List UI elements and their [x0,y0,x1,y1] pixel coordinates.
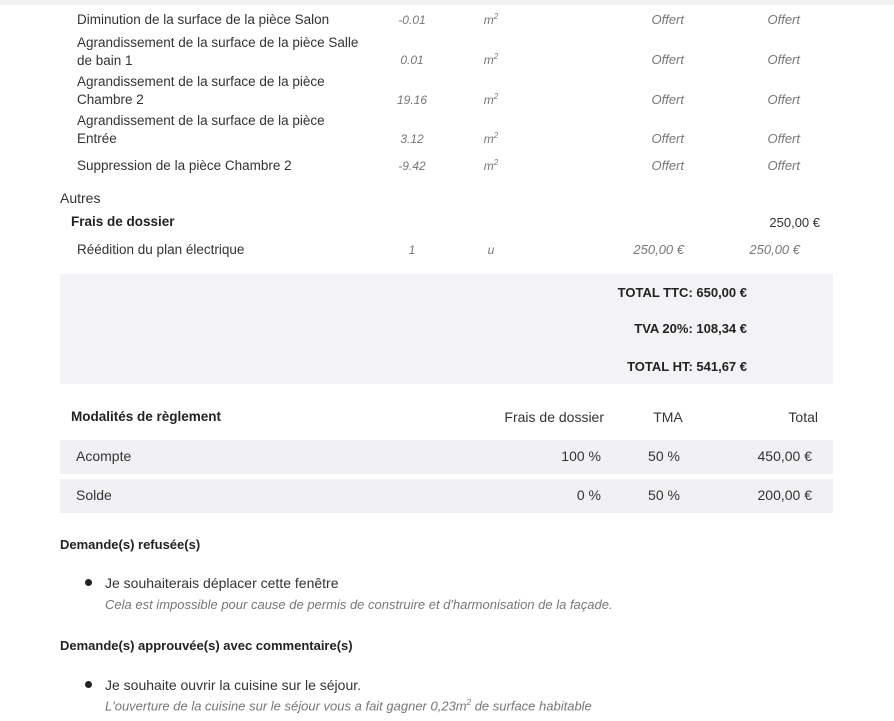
payment-row-fees: 100 % [561,448,601,464]
bullet-icon [85,681,92,688]
line-item-unit-price: Offert [651,131,684,146]
line-item-total: Offert [767,158,800,173]
refused-request-comment: Cela est impossible pour cause de permis de construire et d'harmonisation de la façade. [105,597,613,612]
line-item-unit-price: Offert [651,92,684,107]
line-item-total: Offert [767,131,800,146]
approved-request-text: Je souhaite ouvrir la cuisine sur le séjour. [105,677,362,693]
frais-dossier-total: 250,00 € [769,215,820,230]
total-ht: TOTAL HT: 541,67 € [627,359,747,374]
refused-requests-title: Demande(s) refusée(s) [60,537,201,552]
line-item-qty: 0.01 [400,53,424,67]
autre-item-total: 250,00 € [749,242,800,257]
line-item-label: Agrandissement de la surface de la pièce Chambre 2 [77,74,325,107]
payment-header-label: Modalités de règlement [71,409,222,424]
line-item-qty: 3.12 [400,132,424,146]
approved-requests-title: Demande(s) approuvée(s) avec commentaire(s) [60,638,353,653]
total-tva: TVA 20%: 108,34 € [634,321,747,336]
line-item-total: Offert [767,12,800,27]
line-item-total: Offert [767,92,800,107]
payment-header-fees: Frais de dossier [504,409,604,425]
line-item-total: Offert [767,52,800,67]
payment-header-total: Total [788,409,818,425]
refused-request-text: Je souhaiterais déplacer cette fenêtre [105,575,339,591]
totals-panel [60,274,833,384]
line-item-unit: $m^2$ [483,52,499,67]
payment-row-total: 450,00 € [757,448,812,464]
line-item-unit-price: Offert [651,158,684,173]
line-item-qty: -9.42 [398,159,426,173]
line-item-unit-price: Offert [651,52,684,67]
line-item-unit: $m^2$ [483,158,499,173]
line-item-label: Agrandissement de la surface de la pièce Salle de bain 1 [77,35,359,68]
payment-row-label: Solde [76,487,112,503]
autre-item-label: Réédition du plan électrique [77,242,245,257]
line-item-unit: $m^2$ [483,92,499,107]
line-item-unit-price: Offert [651,12,684,27]
line-item-qty: -0.01 [398,13,426,27]
approved-request-comment: L'ouverture de la cuisine sur le séjour vous a fait gagner $0,23m^2$ de surface habitable [105,698,592,714]
payment-row-tma: 50 % [648,448,680,464]
payment-row-label: Acompte [76,448,132,464]
line-item-unit: $m^2$ [483,12,499,27]
autres-heading: Autres [60,190,101,206]
bullet-icon [85,579,92,586]
payment-row [60,440,833,474]
payment-row-total: 200,00 € [757,487,812,503]
line-item-unit: $m^2$ [483,131,499,146]
frais-dossier-label: Frais de dossier [71,214,175,229]
payment-header-tma: TMA [653,409,683,425]
payment-row-fees: 0 % [576,487,601,503]
autre-item-qty: 1 [408,243,416,257]
autre-item-unit-price: 250,00 € [633,242,684,257]
line-item-label: Agrandissement de la surface de la pièce Entrée [77,113,325,146]
payment-row-tma: 50 % [648,487,680,503]
line-item-qty: 19.16 [396,93,428,107]
line-item-label: Suppression de la pièce Chambre 2 [77,158,292,173]
payment-row [60,479,833,513]
total-ttc: TOTAL TTC: 650,00 € [617,285,747,300]
top-bar [0,0,894,5]
line-item-label: Diminution de la surface de la pièce Salon [77,12,330,27]
autre-item-unit: u [487,243,495,257]
